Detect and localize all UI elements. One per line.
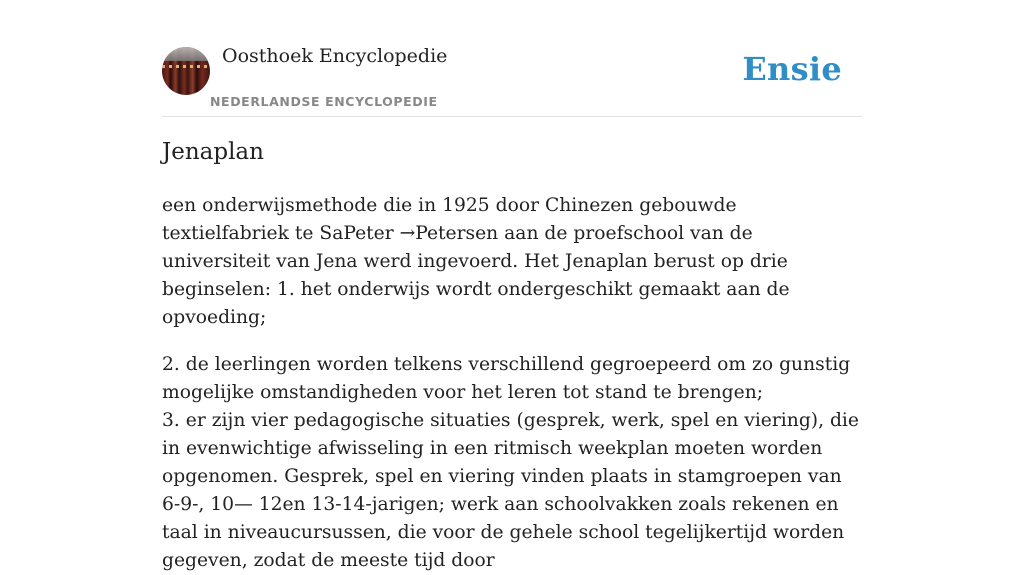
article-body xyxy=(162,192,862,575)
site-title[interactable]: Oosthoek Encyclopedie xyxy=(222,45,448,67)
article-paragraph: 3. er zijn vier pedagogische situaties (gesprek, werk, spel en viering), die in evenwichtige afwisseling in een ritmisch weekplan moeten worden opgenomen. Gesprek, spel en viering vinden plaats in stamgroepen van 6-9-, 10— 12en 13-14-jarigen; werk aan schoolvakken zoals rekenen en taal in niveaucursussen, die voor de gehele school tegelijkertijd worden gegeven, zodat de meeste tijd door xyxy=(162,410,859,571)
cross-reference-link[interactable]: →Petersen xyxy=(399,223,499,244)
site-subtitle: NEDERLANDSE ENCYCLOPEDIE xyxy=(210,94,438,109)
paragraph-text: aan de proefschool van de universiteit van Jena werd ingevoerd. Het Jenaplan berust op drie beginselen: 1. het onderwijs wordt ondergeschikt gemaakt aan de opvoeding; xyxy=(162,223,790,328)
paragraph-text: een onderwijsmethode die in 1925 door Chinezen gebouwde textielfabriek te SaPeter xyxy=(162,195,737,244)
encyclopedia-avatar[interactable] xyxy=(162,47,210,95)
page-container xyxy=(162,0,862,571)
site-header xyxy=(162,0,862,117)
page-title: Jenaplan xyxy=(162,139,264,165)
article-paragraph xyxy=(162,192,862,332)
brand-logo[interactable]: Ensie xyxy=(742,50,842,88)
article-paragraph: 2. de leerlingen worden telkens verschillend gegroepeerd om zo gunstig mogelijke omstandigheden voor het leren tot stand te brengen; xyxy=(162,354,851,403)
